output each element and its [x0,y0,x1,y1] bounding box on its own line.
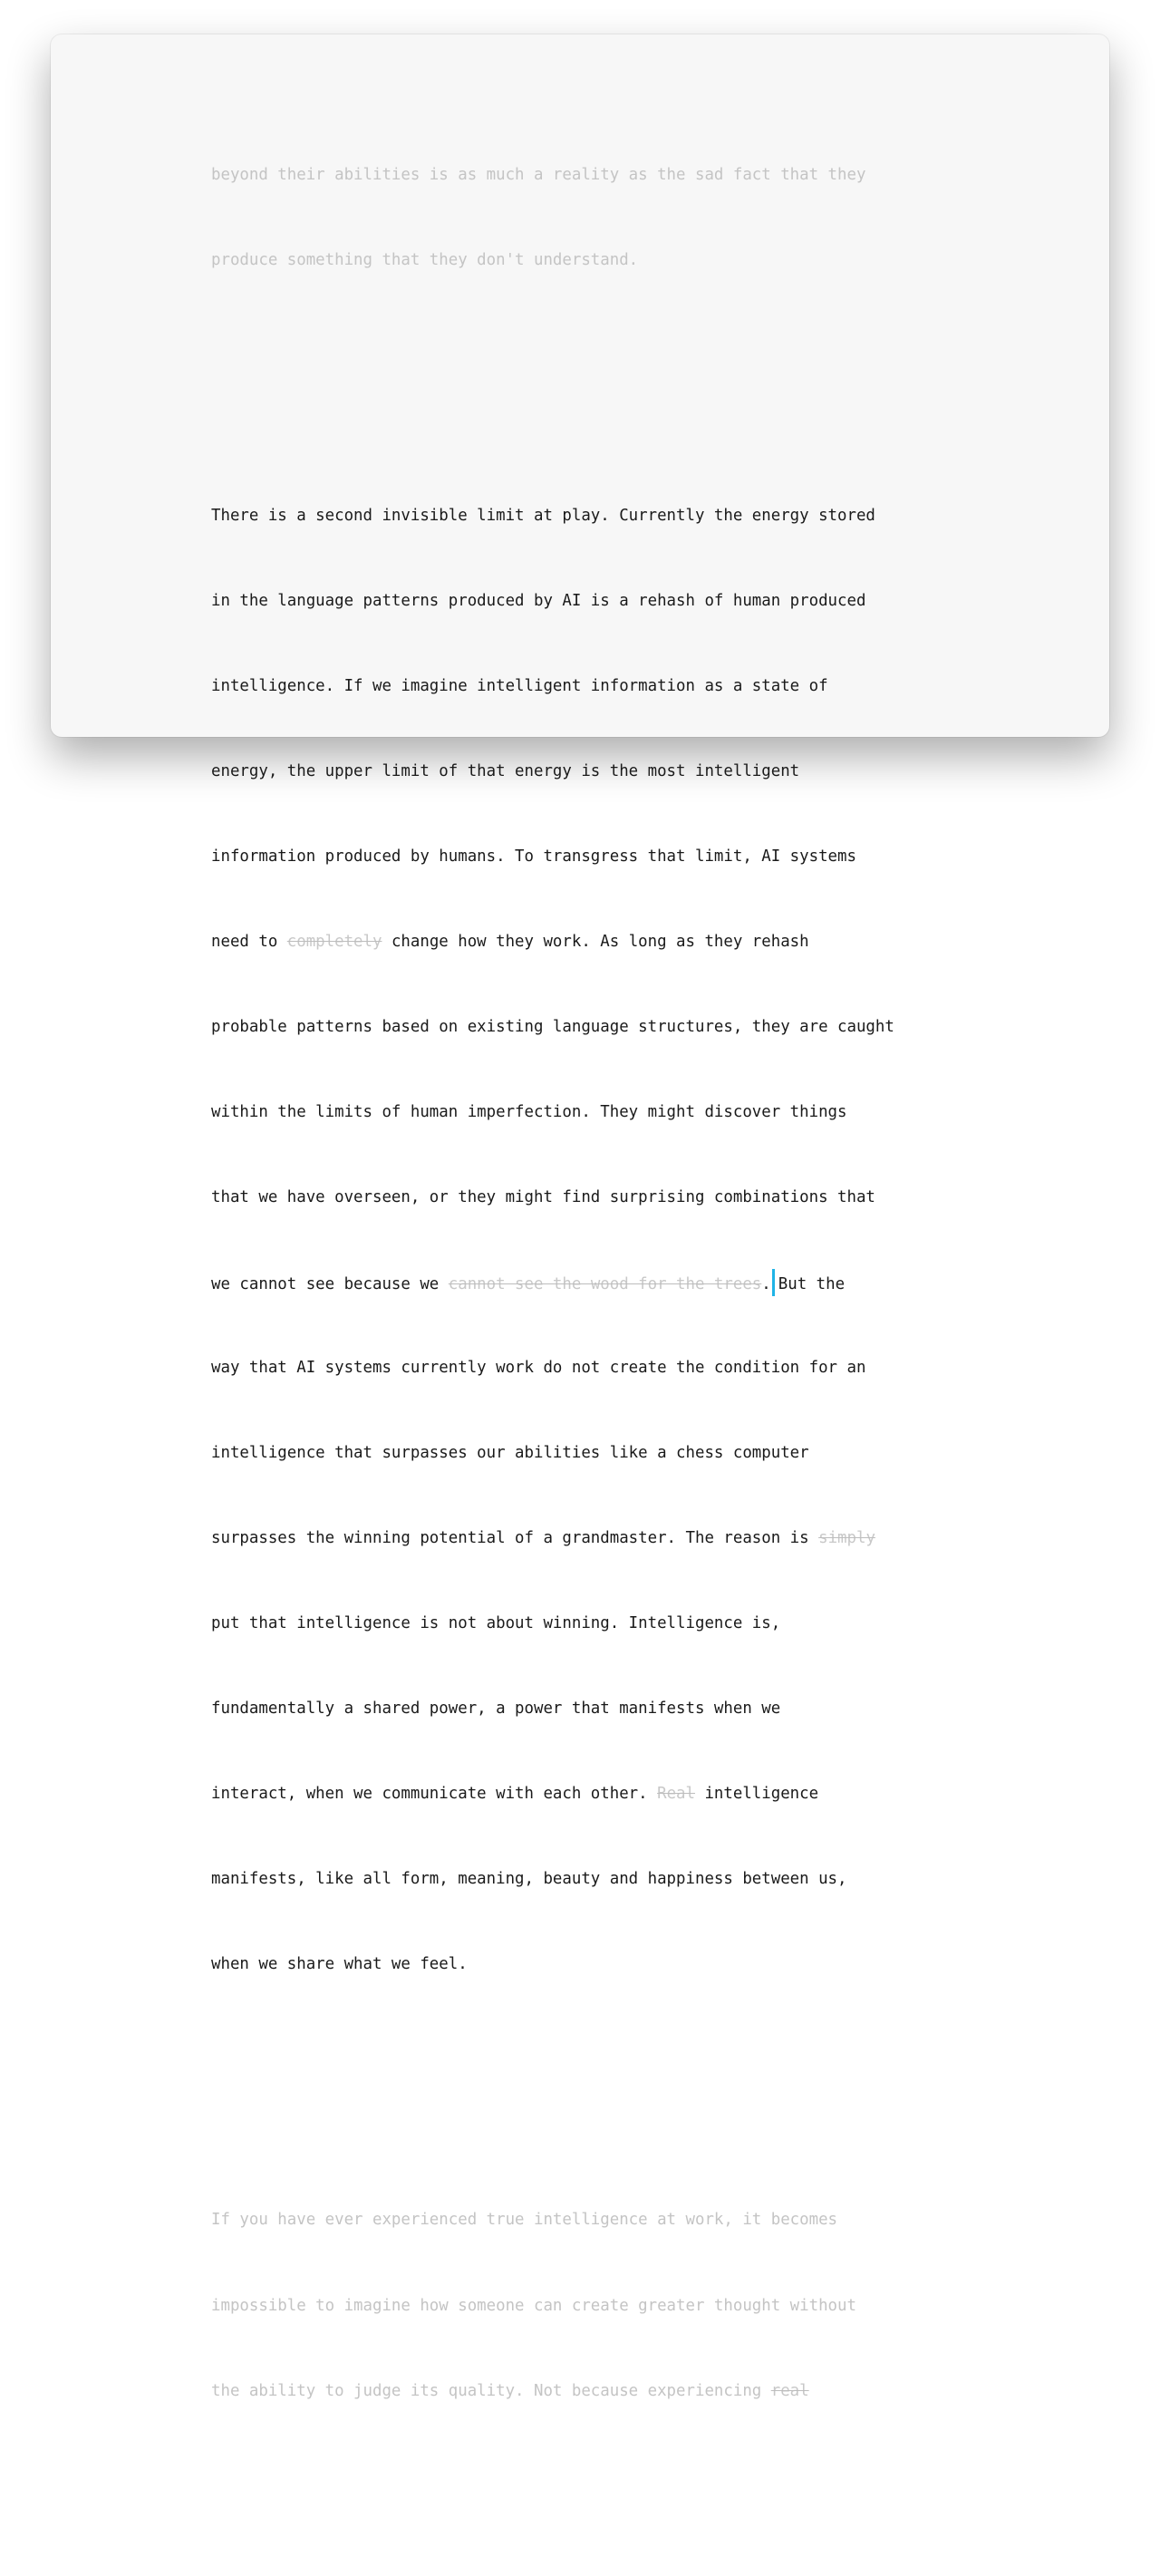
paragraph-next [211,2150,972,2463]
text-line: There is a second invisible limit at play. Currently the energy stored [211,506,875,525]
text-segment: intelligence [694,1785,819,1804]
deleted-text: simply [818,1529,875,1548]
text-line: intelligence. If we imagine intelligent information as a state of [211,676,828,695]
text-segment: we cannot see because we [211,1275,449,1294]
text-line: when we share what we feel. [211,1955,468,1974]
paragraph-previous [211,104,972,332]
text-segment: But the [778,1275,846,1294]
deleted-text: real [770,2381,809,2400]
text-line: information produced by humans. To transgress that limit, AI systems [211,847,856,866]
text-line: impossible to imagine how someone can create greater thought without [211,2296,856,2315]
text-line: produce something that they don't understand. [211,250,639,269]
text-segment: interact, when we communicate with each other. [211,1785,658,1804]
text-segment: surpasses the winning potential of a grandmaster. The reason is [211,1529,819,1548]
text-line: manifests, like all form, meaning, beauty and happiness between us, [211,1870,847,1889]
text-line: probable patterns based on existing language structures, they are caught [211,1018,894,1037]
text-line: put that intelligence is not about winning. Intelligence is, [211,1614,781,1633]
paragraph-focused [211,445,972,2036]
text-segment: the ability to judge its quality. Not because experiencing [211,2381,771,2400]
text-line [211,2377,972,2406]
text-line [211,1780,972,1808]
text-line: energy, the upper limit of that energy is the most intelligent [211,761,800,780]
deleted-text: completely [286,933,382,951]
text-segment: need to [211,933,287,951]
text-line: in the language patterns produced by AI is a rehash of human produced [211,591,866,610]
deleted-text: Real [657,1785,695,1804]
text-line: intelligence that surpasses our abilities like a chess computer [211,1444,809,1463]
text-line: way that AI systems currently work do not create the condition for an [211,1359,866,1378]
text-segment: . [761,1275,771,1294]
text-line [211,1525,972,1553]
text-line: that we have overseen, or they might find surprising combinations that [211,1188,875,1207]
deleted-text: cannot see the wood for the trees [448,1275,762,1294]
text-line [211,1269,972,1297]
editor-window [51,34,1109,2400]
text-line [211,928,972,956]
text-line: beyond their abilities is as much a reality as the sad fact that they [211,165,866,184]
text-line: fundamentally a shared power, a power that manifests when we [211,1700,781,1719]
text-cursor [772,1269,775,1296]
text-editor[interactable] [211,19,972,2576]
text-line: within the limits of human imperfection. They might discover things [211,1103,847,1122]
text-line: If you have ever experienced true intelligence at work, it becomes [211,2211,838,2230]
text-segment: change how they work. As long as they rehash [382,933,809,951]
